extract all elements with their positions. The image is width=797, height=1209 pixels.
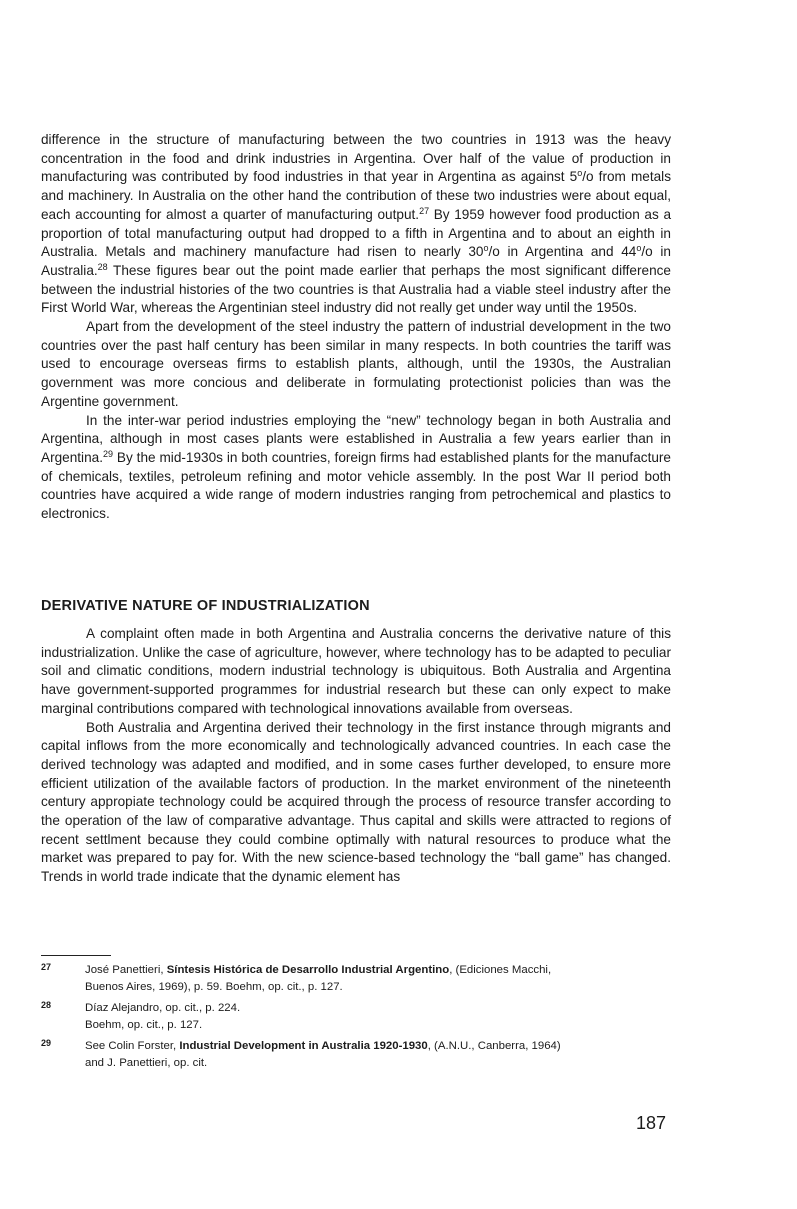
text-segment: By the mid-1930s in both countries, foreign firms had established plants for the manufacture of chemicals, textiles, petroleum refining and motor vehicle assembly. In the post War II period both countries have acquired a wide range of modern industries ranging from petrochemical and plastics to electronics. [41,449,671,522]
footnote-text: José Panettieri, [85,964,167,976]
superscript: 29 [102,448,113,459]
text-segment: A complaint often made in both Argentina and Australia concerns the derivative nature of this industrialization. Unlike the case of agriculture, however, where technology has to be adapted to peculiar soil and climatic conditions, modern industrial technology is ubiquitous. Both Australia and Argentina have government-supported programmes for industrial research but these can only expect to make marginal contributions compared with technological innovations available from overseas. [41,626,671,716]
superscript: o [483,243,489,254]
footnote [41,1038,671,1071]
text-segment: /o in Argentina and 44 [488,244,637,260]
text-segment: /o from metals and machinery. In Australia on the other hand the contribution of these two industries were about equal, each accounting for almost a quarter of manufacturing output. [41,169,671,222]
footnotes [41,962,671,1076]
footnote-text: and J. Panettieri, op. cit. [85,1056,208,1069]
footnote-number: 29 [41,1038,52,1048]
footnote-number: 27 [41,962,52,972]
footnote-title: Síntesis Histórica de Desarrollo Industrial Argentino [166,964,450,976]
footnote-text: , (A.N.U., Canberra, 1964) [427,1040,561,1052]
body-paragraph [41,412,671,524]
body-paragraph [41,131,671,318]
superscript: 28 [97,261,108,272]
body-text-bottom [41,625,671,887]
text-segment: /o in Australia. [41,244,671,278]
footnote-text: See Colin Forster, [85,1040,180,1052]
text-segment: Both Australia and Argentina derived their technology in the first instance through migrants and capital inflows from the more economically and technologically advanced countries. In each case the derived technology was adapted and modified, and in some cases further developed, to ensure more efficient utilization of the available factors of production. In the market environment of the nineteenth century appropiate technology could be acquired through the process of resource transfer according to the operation of the law of comparative advantage. Thus capital and skills were attracted to regions of recent settlment because they could combine optimally with natural resources to produce what the market was prepared to pay for. With the new science-based technology the “ball game” has changed. Trends in world trade indicate that the dynamic element has [41,719,671,885]
footnote-line [85,1055,671,1072]
footnote-text: Díaz Alejandro, op. cit., p. 224. [85,1002,241,1014]
text-segment: difference in the structure of manufacturing between the two countries in 1913 was the heavy concentration in the food and drink industries in Argentina. Over half of the value of production in manufacturing was contributed by food industries in that year in Argentina as against 5 [41,132,671,185]
superscript: o [636,243,642,254]
superscript: 27 [419,205,430,216]
footnote-text: Buenos Aires, 1969), p. 59. Boehm, op. cit., p. 127. [85,980,343,993]
text-segment: By 1959 however food production as a proportion of total manufacturing output had dropped to a fifth in Argentina and to about an eighth in Australia. Metals and machinery manufacture had risen to nearly 30 [41,206,672,260]
body-paragraph [41,719,671,887]
footnote-text: Boehm, op. cit., p. 127. [85,1018,203,1031]
footnote [41,962,671,995]
footnote-rule [41,955,111,956]
section-heading: DERIVATIVE NATURE OF INDUSTRIALIZATION [41,598,370,614]
body-text-top [41,131,671,524]
footnote [41,1000,671,1033]
footnote-number: 28 [41,1000,52,1010]
footnote-title: Industrial Development in Australia 1920-1930 [179,1040,428,1052]
text-segment: These figures bear out the point made earlier that perhaps the most significant difference between the industrial histories of the two countries is that Australia had a viable steel industry after the First World War, whereas the Argentinian steel industry did not really get under way until the 1950s. [41,262,671,316]
footnote-line [85,1000,671,1017]
footnote-line [85,1038,671,1055]
body-paragraph [41,625,671,719]
page-number: 187 [636,1113,667,1133]
footnote-text: , (Ediciones Macchi, [449,964,552,976]
footnote-line [85,979,671,996]
superscript: o [577,168,583,179]
text-segment: Apart from the development of the steel industry the pattern of industrial development in the two countries over the past half century has been similar in many respects. In both countries the tariff was used to encourage overseas firms to establish plants, although, until the 1930s, the Australian government was more concious and deliberate in formulating protectionist policies than was the Argentine government. [41,319,671,409]
footnote-line [85,1017,671,1034]
body-paragraph [41,318,671,412]
footnote-line [85,962,671,979]
text-segment: In the inter-war period industries employing the “new” technology began in both Australia and Argentina, although in most cases plants were established in Australia a few years earlier than in Argentina. [41,412,671,465]
